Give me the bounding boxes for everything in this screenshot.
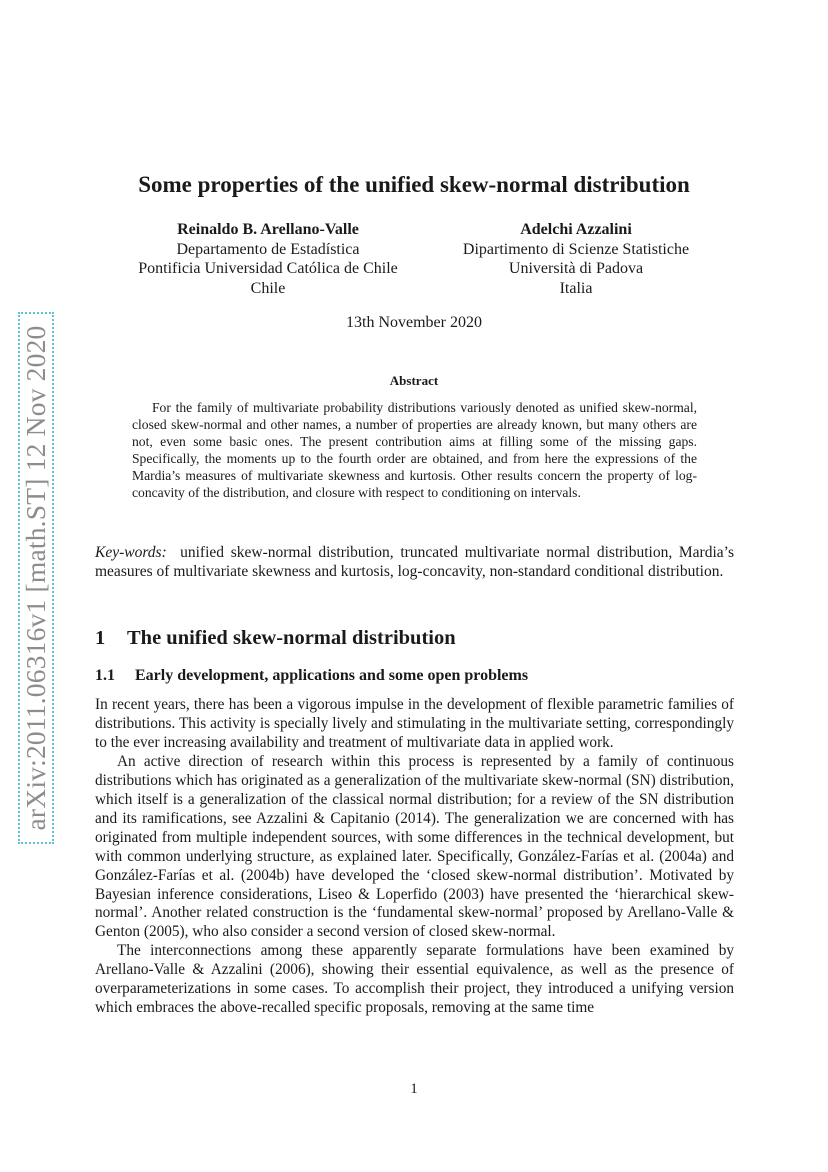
paragraph: In recent years, there has been a vigorous impulse in the development of flexible parametric families of distributions. This activity is specially lively and stimulating in the multivariate setting, correspondingly to the ever increasing availability and treatment of multivariate data in applied work. (95, 696, 734, 751)
section-number: 1 (95, 627, 106, 649)
paragraph: The interconnections among these apparently separate formulations have been examined by Arellano-Valle & Azzalini (2006), showing their essential equivalence, as well as the presence of overparameterizations in some cases. To accomplish their project, they introduced a unifying version which embraces the above-recalled specific proposals, removing at the same time (95, 942, 734, 1017)
author-country: Chile (250, 279, 286, 297)
subsection-title: Early development, applications and some open problems (135, 667, 529, 684)
arxiv-stamp (18, 312, 54, 844)
author-institution: Università di Padova (508, 260, 644, 277)
section-heading (95, 627, 456, 650)
paper-title: Some properties of the unified skew-normal distribution (138, 172, 690, 197)
keywords-label: Key-words: (95, 544, 167, 561)
author-institution: Pontificia Universidad Católica de Chile (138, 260, 398, 277)
subsection-number: 1.1 (95, 667, 115, 684)
author-country: Italia (559, 279, 593, 297)
body-text (95, 696, 734, 1018)
author-block-1 (110, 220, 426, 298)
section-title: The unified skew-normal distribution (127, 627, 456, 649)
author-name: Adelchi Azzalini (520, 221, 632, 238)
author-department: Departamento de Estadística (176, 240, 360, 258)
paragraph: An active direction of research within this process is represented by a family of continuous distributions which has originated as a generalization of the multivariate skew-normal (SN) distribution, which itself is a generalization of the classical normal distribution; for a review of the SN distribution and its ramifications, see Azzalini & Capitanio (2014). The generalization we are concerned with has originated from multiple independent sources, with some differences in the technical development, but with common underlying structure, as explained later. Specifically, González-Farías et al. (2004a) and González-Farías et al. (2004b) have developed the ‘closed skew-normal distribution’. Motivated by Bayesian inference considerations, Liseo & Loperfido (2003) have presented the ‘hierarchical skew-normal’. Another related construction is the ‘fundamental skew-normal’ proposed by Arellano-Valle & Genton (2005), who also consider a second version of closed skew-normal. (95, 752, 734, 941)
keywords (95, 543, 734, 581)
arxiv-identifier: arXiv:2011.06316v1 [math.ST] 12 Nov 2020 (20, 325, 51, 831)
author-name: Reinaldo B. Arellano-Valle (177, 221, 359, 238)
author-department: Dipartimento di Scienze Statistiche (462, 240, 690, 258)
abstract-text: For the family of multivariate probability distributions variously denoted as unified skew-normal, closed skew-normal and other names, a number of properties are already known, but many others are not, even some basic ones. The present contribution aims at filling some of the missing gaps. Specifically, the moments up to the fourth order are obtained, and from here the expressions of the Mardia’s measures of multivariate skewness and kurtosis. Other results concern the property of log-concavity of the distribution, and closure with respect to conditioning on intervals. (132, 400, 697, 500)
subsection-heading (95, 667, 528, 685)
author-block-2 (440, 220, 712, 298)
publication-date: 13th November 2020 (346, 314, 482, 331)
page-number: 1 (410, 1081, 418, 1097)
abstract-heading: Abstract (389, 373, 439, 388)
keywords-text: unified skew-normal distribution, truncated multivariate normal distribution, Mardia’s measures of multivariate skewness and kurtosis, log-concavity, non-standard conditional distribution. (95, 544, 734, 580)
